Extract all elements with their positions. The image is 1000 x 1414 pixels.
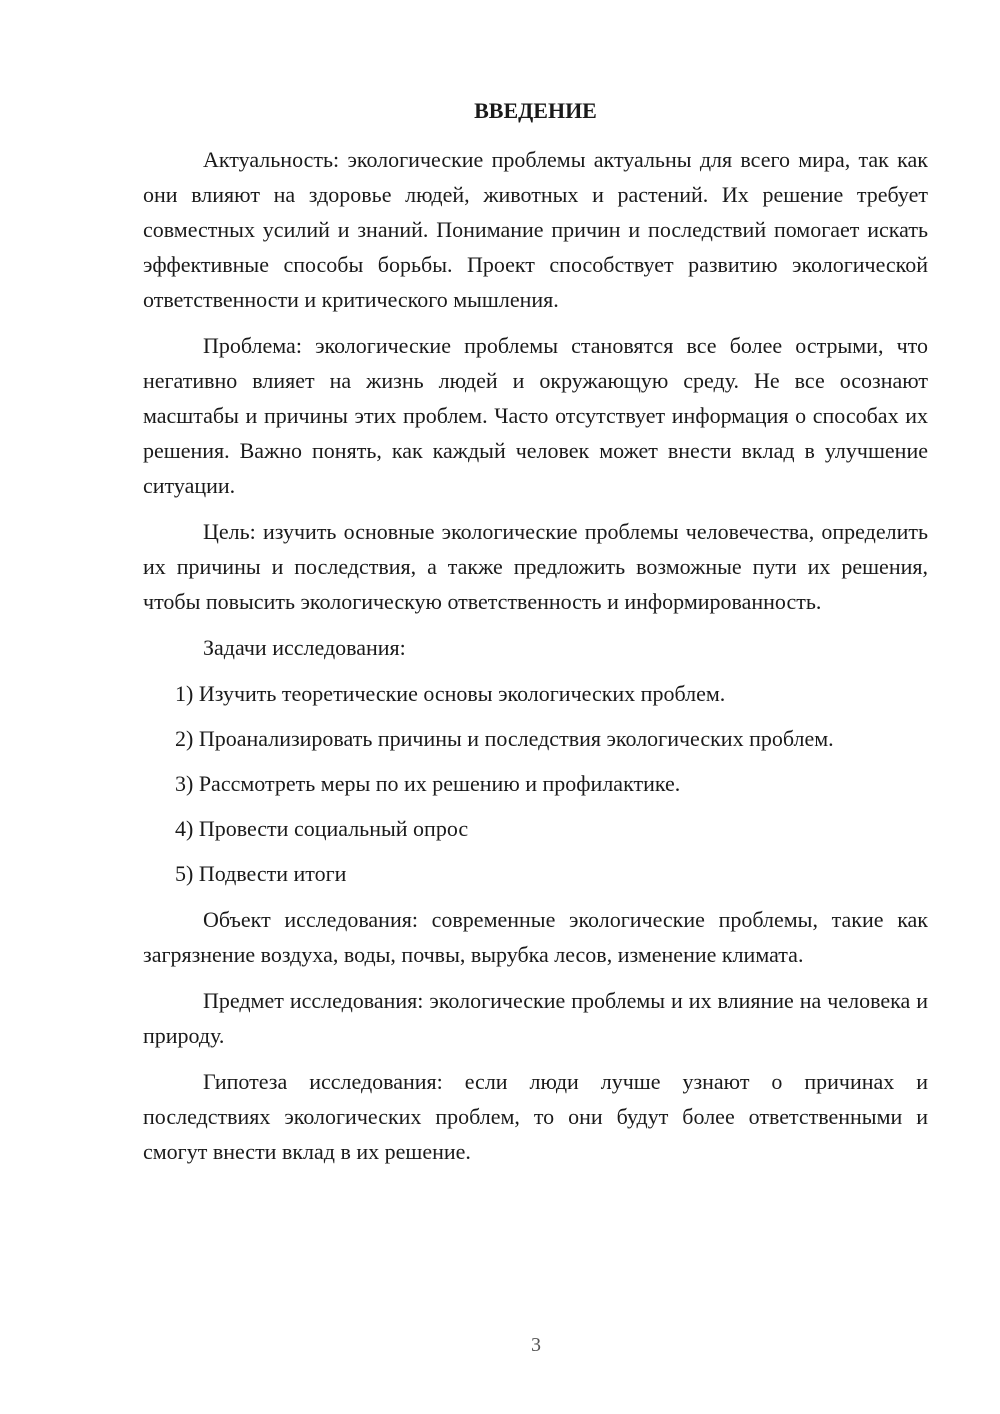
task-item: 5) Подвести итоги: [175, 861, 347, 886]
subject-paragraph: Предмет исследования: экологические проблемы и их влияние на человека и природу.: [143, 988, 928, 1048]
hypothesis-paragraph: Гипотеза исследования: если люди лучше узнают о причинах и последствиях экологических проблем, то они будут более ответственными и смогут внести вклад в их решение.: [143, 1069, 928, 1164]
task-item: 2) Проанализировать причины и последствия экологических проблем.: [175, 726, 834, 751]
problem-paragraph: Проблема: экологические проблемы становятся все более острыми, что негативно влияет на жизнь людей и окружающую среду. Не все осознают масштабы и причины этих проблем. Часто отсутствует информация о способах их решения. Важно понять, как каждый человек может внести вклад в улучшение ситуации.: [143, 333, 928, 498]
relevance-paragraph: Актуальность: экологические проблемы актуальны для всего мира, так как они влияют на здоровье людей, животных и растений. Их решение требует совместных усилий и знаний. Понимание причин и последствий помогает искать эффективные способы борьбы. Проект способствует развитию экологической ответственности и критического мышления.: [143, 147, 928, 312]
object-paragraph: Объект исследования: современные экологические проблемы, такие как загрязнение воздуха, воды, почвы, вырубка лесов, изменение климата.: [143, 907, 928, 967]
tasks-title: Задачи исследования:: [203, 635, 406, 660]
task-item: 3) Рассмотреть меры по их решению и профилактике.: [175, 771, 681, 796]
document-body: [143, 142, 928, 1180]
page-number: 3: [531, 1334, 541, 1356]
page-title: ВВЕДЕНИЕ: [474, 98, 597, 123]
task-item: 4) Провести социальный опрос: [175, 816, 469, 841]
task-item: 1) Изучить теоретические основы экологических проблем.: [175, 681, 726, 706]
tasks-list: [143, 676, 928, 891]
goal-paragraph: Цель: изучить основные экологические проблемы человечества, определить их причины и последствия, а также предложить возможные пути их решения, чтобы повысить экологическую ответственность и информированность.: [143, 519, 928, 614]
